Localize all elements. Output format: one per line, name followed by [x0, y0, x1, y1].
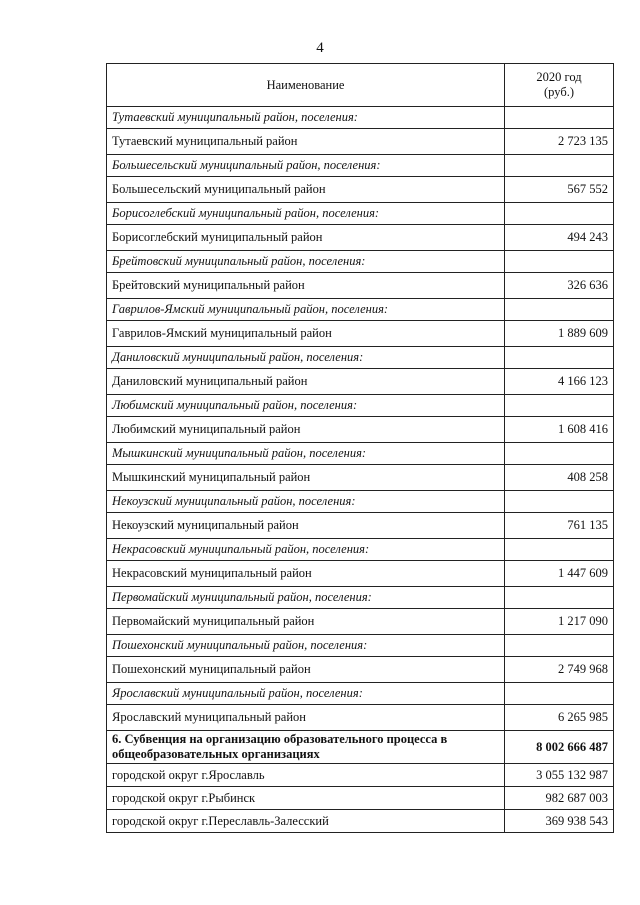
- table-row: [107, 609, 614, 635]
- table-body: [107, 107, 614, 833]
- row-name: Ярославский муниципальный район, поселения:: [107, 683, 505, 705]
- row-name: Мышкинский муниципальный район, поселения:: [107, 443, 505, 465]
- table-row: [107, 657, 614, 683]
- table-row: [107, 539, 614, 561]
- row-name: Гаврилов-Ямский муниципальный район: [107, 321, 505, 347]
- table-row: [107, 321, 614, 347]
- row-value: 1 217 090: [505, 609, 614, 635]
- table-row: [107, 251, 614, 273]
- table-row: [107, 705, 614, 731]
- row-name: Пошехонский муниципальный район: [107, 657, 505, 683]
- row-value: 369 938 543: [505, 810, 614, 833]
- row-name: Большесельский муниципальный район, поселения:: [107, 155, 505, 177]
- row-name: Некрасовский муниципальный район, поселения:: [107, 539, 505, 561]
- subsidy-table: [106, 63, 614, 833]
- row-value: 761 135: [505, 513, 614, 539]
- row-value: 2 749 968: [505, 657, 614, 683]
- row-name: Некоузский муниципальный район, поселения:: [107, 491, 505, 513]
- row-value: 6 265 985: [505, 705, 614, 731]
- row-value: 408 258: [505, 465, 614, 491]
- row-value: [505, 491, 614, 513]
- row-value: 8 002 666 487: [505, 731, 614, 764]
- row-name: Некоузский муниципальный район: [107, 513, 505, 539]
- table-row: [107, 443, 614, 465]
- row-value: [505, 539, 614, 561]
- table-row: [107, 347, 614, 369]
- table-row: [107, 491, 614, 513]
- row-value: [505, 347, 614, 369]
- table-row: [107, 764, 614, 787]
- page-number: 4: [316, 40, 324, 56]
- row-name: Брейтовский муниципальный район: [107, 273, 505, 299]
- table-row: [107, 417, 614, 443]
- table-row: [107, 635, 614, 657]
- row-name: городской округ г.Переславль-Залесский: [107, 810, 505, 833]
- row-value: 2 723 135: [505, 129, 614, 155]
- row-value: 1 608 416: [505, 417, 614, 443]
- row-value: [505, 635, 614, 657]
- row-value: [505, 443, 614, 465]
- table-row: [107, 129, 614, 155]
- row-name: Мышкинский муниципальный район: [107, 465, 505, 491]
- header-year: [505, 64, 614, 107]
- row-name: Тутаевский муниципальный район: [107, 129, 505, 155]
- row-name: Пошехонский муниципальный район, поселения:: [107, 635, 505, 657]
- header-year-label: 2020 год: [536, 70, 582, 84]
- table-row: [107, 465, 614, 491]
- row-value: [505, 155, 614, 177]
- row-name: Борисоглебский муниципальный район, поселения:: [107, 203, 505, 225]
- row-name: Ярославский муниципальный район: [107, 705, 505, 731]
- table-row: [107, 107, 614, 129]
- table-row: [107, 299, 614, 321]
- table-row: [107, 203, 614, 225]
- table-header-row: [107, 64, 614, 107]
- row-name: Даниловский муниципальный район: [107, 369, 505, 395]
- row-value: 494 243: [505, 225, 614, 251]
- row-value: [505, 683, 614, 705]
- table-row: [107, 273, 614, 299]
- row-name: Некрасовский муниципальный район: [107, 561, 505, 587]
- table-row: [107, 513, 614, 539]
- row-name: Любимский муниципальный район, поселения:: [107, 395, 505, 417]
- row-value: 567 552: [505, 177, 614, 203]
- row-name: городской округ г.Ярославль: [107, 764, 505, 787]
- row-name: Первомайский муниципальный район, поселения:: [107, 587, 505, 609]
- row-value: 1 447 609: [505, 561, 614, 587]
- row-name: Тутаевский муниципальный район, поселения:: [107, 107, 505, 129]
- row-value: [505, 203, 614, 225]
- table-row: [107, 810, 614, 833]
- row-value: 326 636: [505, 273, 614, 299]
- row-value: [505, 299, 614, 321]
- header-unit-label: (руб.): [544, 85, 574, 99]
- row-name: Большесельский муниципальный район: [107, 177, 505, 203]
- table-row: [107, 225, 614, 251]
- row-value: [505, 587, 614, 609]
- row-value: 982 687 003: [505, 787, 614, 810]
- row-value: [505, 107, 614, 129]
- table-row: [107, 787, 614, 810]
- row-name: Первомайский муниципальный район: [107, 609, 505, 635]
- table-row: [107, 561, 614, 587]
- table-row: [107, 395, 614, 417]
- row-name: городской округ г.Рыбинск: [107, 787, 505, 810]
- table-row: [107, 177, 614, 203]
- row-name: Борисоглебский муниципальный район: [107, 225, 505, 251]
- header-name: Наименование: [107, 64, 505, 107]
- row-name: Даниловский муниципальный район, поселения:: [107, 347, 505, 369]
- table-row: [107, 731, 614, 764]
- row-value: 4 166 123: [505, 369, 614, 395]
- table-row: [107, 683, 614, 705]
- row-value: [505, 251, 614, 273]
- row-value: 3 055 132 987: [505, 764, 614, 787]
- table-row: [107, 587, 614, 609]
- row-name: Гаврилов-Ямский муниципальный район, поселения:: [107, 299, 505, 321]
- row-name: 6. Субвенция на организацию образовательного процесса в общеобразовательных организациях: [107, 731, 505, 764]
- table-row: [107, 155, 614, 177]
- row-value: 1 889 609: [505, 321, 614, 347]
- row-value: [505, 395, 614, 417]
- row-name: Любимский муниципальный район: [107, 417, 505, 443]
- table-row: [107, 369, 614, 395]
- row-name: Брейтовский муниципальный район, поселения:: [107, 251, 505, 273]
